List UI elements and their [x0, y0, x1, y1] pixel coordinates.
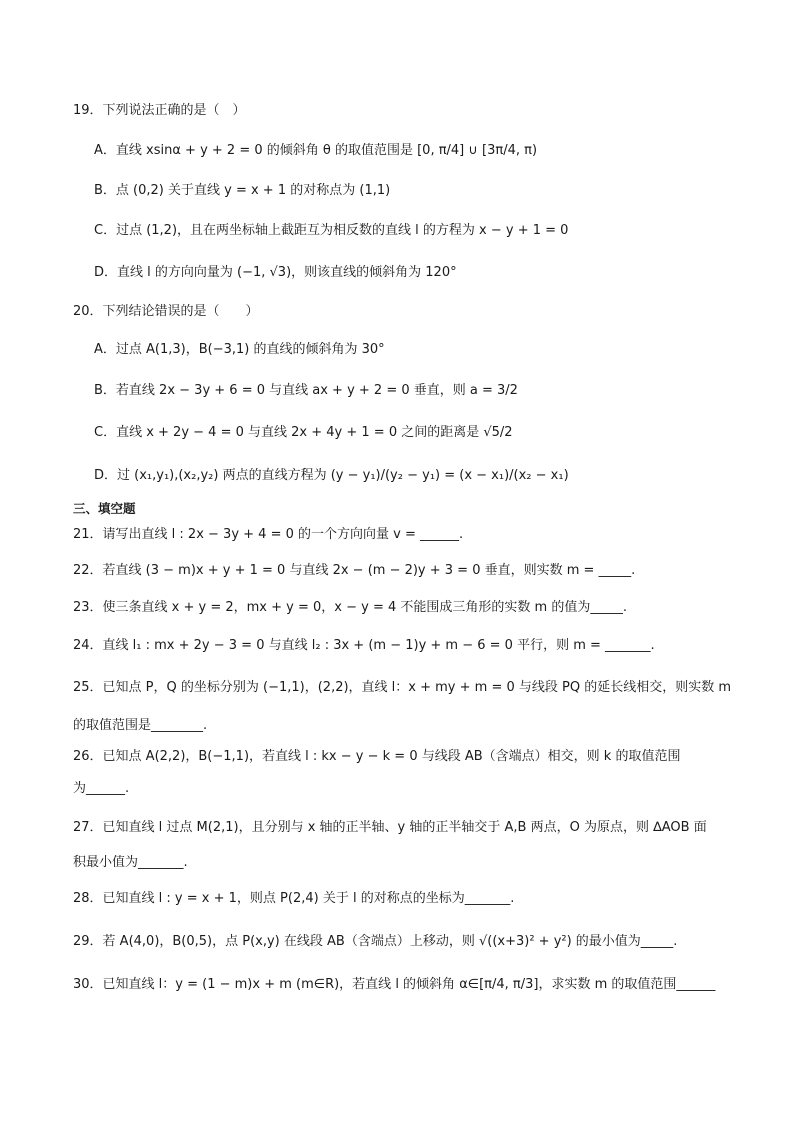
question-19-option-b: B．点 (0,2) 关于直线 y = x + 1 的对称点为 (1,1) [94, 183, 391, 198]
question-29: 29．若 A(4,0)，B(0,5)，点 P(x,y) 在线段 AB（含端点）上移动，则 √((x+3)² + y²) 的最小值为_____. [73, 934, 678, 949]
section-title: 三、填空题 [73, 501, 136, 516]
question-19-option-a: A．直线 xsinα + y + 2 = 0 的倾斜角 θ 的取值范围是 [0, π/4] ∪ [3π/4, π) [94, 143, 538, 158]
question-23: 23．使三条直线 x + y = 2，mx + y = 0，x − y = 4 不能围成三角形的实数 m 的值为_____. [73, 600, 627, 615]
question-19-option-d: D．直线 l 的方向向量为 (−1, √3)，则该直线的倾斜角为 120° [94, 265, 457, 280]
question-25: 25．已知点 P，Q 的坐标分别为 (−1,1)，(2,2)，直线 l：x + my + m = 0 与线段 PQ 的延长线相交，则实数 m [73, 680, 732, 695]
question-24: 24．直线 l₁ : mx + 2y − 3 = 0 与直线 l₂ : 3x + (m − 1)y + m − 6 = 0 平行，则 m = _______. [73, 638, 655, 653]
question-20-option-d: D．过 (x₁,y₁),(x₂,y₂) 两点的直线方程为 (y − y₁)/(y₂ − y₁) = (x − x₁)/(x₂ − x₁) [94, 468, 569, 483]
question-20-option-a: A．过点 A(1,3)，B(−3,1) 的直线的倾斜角为 30° [94, 342, 385, 357]
question-27-continued: 积最小值为_______. [73, 855, 188, 870]
question-22: 22．若直线 (3 − m)x + y + 1 = 0 与直线 2x − (m − 2)y + 3 = 0 垂直，则实数 m = _____. [73, 563, 636, 578]
question-27: 27．已知直线 l 过点 M(2,1)，且分别与 x 轴的正半轴、y 轴的正半轴交于 A,B 两点，O 为原点，则 ∆AOB 面 [73, 820, 707, 835]
question-26-continued: 为______. [73, 781, 130, 796]
question-20: 20．下列结论错误的是（ ） [73, 304, 259, 319]
question-25-continued: 的取值范围是________. [73, 718, 208, 733]
question-19: 19．下列说法正确的是（ ） [73, 103, 246, 118]
question-28: 28．已知直线 l : y = x + 1，则点 P(2,4) 关于 l 的对称点的坐标为_______. [73, 891, 515, 906]
question-30: 30．已知直线 l：y = (1 − m)x + m (m∈R)，若直线 l 的倾斜角 α∈[π/4, π/3]，求实数 m 的取值范围______ [73, 977, 716, 992]
question-21: 21．请写出直线 l : 2x − 3y + 4 = 0 的一个方向向量 v = ______. [73, 527, 464, 542]
question-20-option-b: B．若直线 2x − 3y + 6 = 0 与直线 ax + y + 2 = 0 垂直，则 a = 3/2 [94, 383, 518, 398]
question-19-option-c: C．过点 (1,2)，且在两坐标轴上截距互为相反数的直线 l 的方程为 x − y + 1 = 0 [94, 223, 569, 238]
question-20-option-c: C．直线 x + 2y − 4 = 0 与直线 2x + 4y + 1 = 0 之间的距离是 √5/2 [94, 425, 513, 440]
question-26: 26．已知点 A(2,2)，B(−1,1)，若直线 l : kx − y − k = 0 与线段 AB（含端点）相交，则 k 的取值范围 [73, 749, 681, 764]
